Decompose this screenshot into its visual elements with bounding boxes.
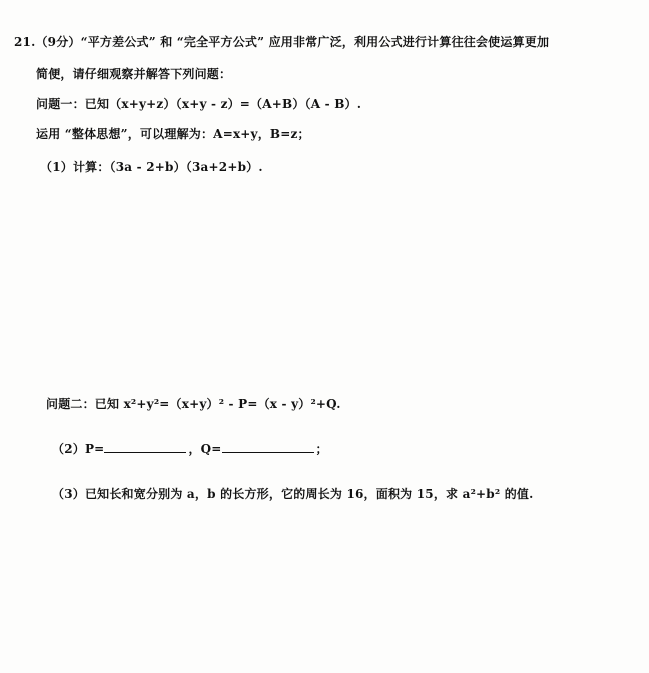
sub-question-2-end: ；: [315, 442, 328, 456]
question-21-intro: 21.（9分）“平方差公式” 和 “完全平方公式” 应用非常广泛，利用公式进行计算往往会使运算更加: [14, 35, 550, 49]
p-answer-blank[interactable]: [104, 440, 186, 453]
sub-question-2-q-label: ，Q=: [188, 442, 222, 456]
question-21-instruction: 简便，请仔细观察并解答下列问题：: [36, 67, 232, 81]
sub-question-1: （1）计算：（3a - 2+b）（3a+2+b）.: [40, 160, 263, 174]
whole-idea-hint: 运用 “整体思想”，可以理解为：A=x+y，B=z；: [36, 127, 310, 141]
problem-one-statement: 问题一：已知（x+y+z）（x+y - z）=（A+B）（A - B）.: [36, 97, 362, 111]
problem-two-statement: 问题二：已知 x²+y²=（x+y）² - P=（x - y）²+Q.: [46, 397, 341, 411]
sub-question-2-p-label: （2）P=: [52, 442, 105, 456]
sub-question-2: [52, 440, 328, 457]
sub-question-3: （3）已知长和宽分别为 a，b 的长方形，它的周长为 16，面积为 15，求 a²+b² 的值.: [52, 487, 534, 501]
q-answer-blank[interactable]: [222, 440, 314, 453]
